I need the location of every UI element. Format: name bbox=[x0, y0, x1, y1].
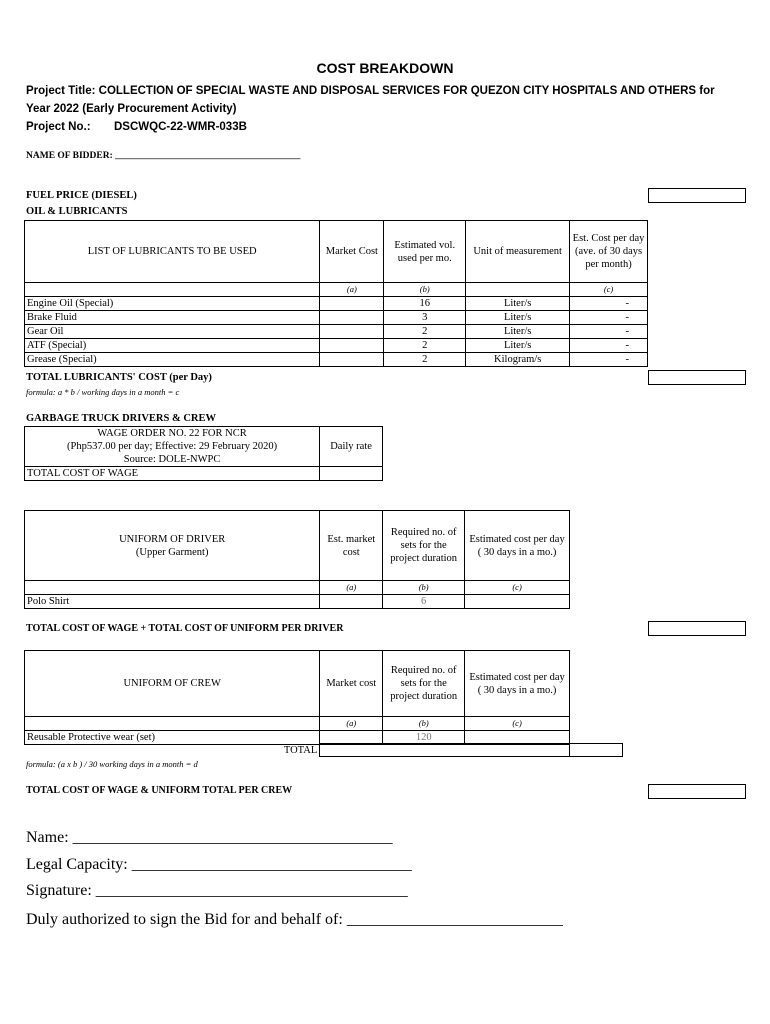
daily-rate-header: Daily rate bbox=[320, 427, 383, 467]
total-wage-value[interactable] bbox=[320, 467, 383, 481]
lub-unit: Liter/s bbox=[466, 339, 570, 353]
lub-unit: Liter/s bbox=[466, 325, 570, 339]
lub-cost: - bbox=[570, 311, 648, 325]
table-row bbox=[25, 353, 648, 367]
total-crew-box[interactable] bbox=[648, 784, 746, 799]
lub-volume: 2 bbox=[384, 339, 466, 353]
lub-name: Engine Oil (Special) bbox=[25, 297, 320, 311]
crew-total-extra[interactable] bbox=[570, 744, 623, 757]
driver-market-header: Est. market cost bbox=[320, 511, 383, 581]
lubricants-formula: formula: a * b / working days in a month = c bbox=[26, 387, 180, 397]
crew-formula: formula: (a x b ) / 30 working days in a month = d bbox=[26, 759, 198, 769]
crew-market-header: Market cost bbox=[320, 651, 383, 717]
table-row bbox=[25, 297, 648, 311]
lub-name: Grease (Special) bbox=[25, 353, 320, 367]
wage-order-cell bbox=[25, 427, 320, 467]
lub-volume: 2 bbox=[384, 325, 466, 339]
crew-total-row bbox=[24, 743, 623, 757]
driver-market-input[interactable] bbox=[320, 595, 383, 609]
lub-cost: - bbox=[570, 325, 648, 339]
wage-table bbox=[24, 426, 383, 481]
lub-market-input[interactable] bbox=[320, 339, 384, 353]
lub-header-unit: Unit of measurement bbox=[466, 221, 570, 283]
page-title: COST BREAKDOWN bbox=[316, 60, 454, 76]
lub-volume: 3 bbox=[384, 311, 466, 325]
lub-market-input[interactable] bbox=[320, 297, 384, 311]
fuel-price-box[interactable] bbox=[648, 188, 746, 203]
drivers-crew-label: GARBAGE TRUCK DRIVERS & CREW bbox=[26, 413, 216, 424]
lub-volume: 16 bbox=[384, 297, 466, 311]
crew-total-value[interactable] bbox=[320, 744, 570, 757]
lub-header-volume: Estimated vol. used per mo. bbox=[384, 221, 466, 283]
project-no-label: Project No.: bbox=[26, 121, 91, 133]
lub-cost: - bbox=[570, 297, 648, 311]
authorized-field[interactable]: Duly authorized to sign the Bid for and behalf of: ___________________________ bbox=[26, 911, 563, 928]
lub-header-market: Market Cost bbox=[320, 221, 384, 283]
crew-uniform-item: Reusable Protective wear (set) bbox=[25, 731, 320, 745]
lub-cost: - bbox=[570, 339, 648, 353]
project-number bbox=[26, 121, 247, 133]
crew-total-label: TOTAL bbox=[24, 744, 320, 757]
driver-uniform-table bbox=[24, 510, 570, 609]
lub-market-input[interactable] bbox=[320, 311, 384, 325]
crew-sub-b: (b) bbox=[383, 717, 465, 731]
lub-header-list: LIST OF LUBRICANTS TO BE USED bbox=[25, 221, 320, 283]
total-driver-box[interactable] bbox=[648, 621, 746, 636]
oil-lubricants-label: OIL & LUBRICANTS bbox=[26, 206, 128, 217]
total-lubricants-label: TOTAL LUBRICANTS' COST (per Day) bbox=[26, 372, 212, 383]
crew-sub-c: (c) bbox=[465, 717, 570, 731]
crew-estcost-header: Estimated cost per day ( 30 days in a mo.) bbox=[465, 651, 570, 717]
driver-uniform-item: Polo Shirt bbox=[25, 595, 320, 609]
lub-header-cost: Est. Cost per day (ave. of 30 days per month) bbox=[570, 221, 648, 283]
driver-sub-a: (a) bbox=[320, 581, 383, 595]
lub-volume: 2 bbox=[384, 353, 466, 367]
total-wage-label: TOTAL COST OF WAGE bbox=[25, 467, 320, 481]
lub-name: Brake Fluid bbox=[25, 311, 320, 325]
total-crew-label: TOTAL COST OF WAGE & UNIFORM TOTAL PER CREW bbox=[26, 785, 293, 796]
table-row bbox=[25, 311, 648, 325]
driver-required-header: Required no. of sets for the project duration bbox=[383, 511, 465, 581]
project-no-value: DSCWQC-22-WMR-033B bbox=[114, 121, 247, 133]
table-row bbox=[25, 339, 648, 353]
signature-field[interactable]: Signature: _______________________________________ bbox=[26, 882, 408, 899]
name-field[interactable]: Name: ________________________________________ bbox=[26, 829, 393, 846]
driver-sub-b: (b) bbox=[383, 581, 465, 595]
lub-unit: Liter/s bbox=[466, 297, 570, 311]
lub-name: Gear Oil bbox=[25, 325, 320, 339]
wage-order-line2: (Php537.00 per day; Effective: 29 February 2020) bbox=[67, 441, 278, 452]
lub-sub-b: (b) bbox=[384, 283, 466, 297]
lub-market-input[interactable] bbox=[320, 353, 384, 367]
crew-uniform-table bbox=[24, 650, 570, 745]
lubricants-table bbox=[24, 220, 648, 367]
lub-name: ATF (Special) bbox=[25, 339, 320, 353]
crew-required-header: Required no. of sets for the project duration bbox=[383, 651, 465, 717]
table-row bbox=[25, 595, 570, 609]
lub-cost: - bbox=[570, 353, 648, 367]
wage-order-line3: Source: DOLE-NWPC bbox=[123, 454, 221, 465]
lub-unit: Kilogram/s bbox=[466, 353, 570, 367]
table-row bbox=[25, 325, 648, 339]
driver-uniform-qty: 6 bbox=[383, 595, 465, 609]
crew-uniform-qty: 120 bbox=[383, 731, 465, 745]
lub-market-input[interactable] bbox=[320, 325, 384, 339]
crew-uniform-title: UNIFORM OF CREW bbox=[25, 651, 320, 717]
total-driver-label: TOTAL COST OF WAGE + TOTAL COST OF UNIFORM PER DRIVER bbox=[26, 623, 344, 634]
driver-uniform-header bbox=[25, 511, 320, 581]
lub-sub-c: (c) bbox=[570, 283, 648, 297]
bidder-name-field[interactable]: NAME OF BIDDER: _______________________________________ bbox=[26, 151, 301, 161]
legal-capacity-field[interactable]: Legal Capacity: ___________________________________ bbox=[26, 856, 412, 873]
project-title: Project Title: COLLECTION OF SPECIAL WASTE AND DISPOSAL SERVICES FOR QUEZON CITY HOSPITALS AND OTHERS for Year 2022 (Early Procurement Activity) bbox=[26, 85, 715, 115]
lub-sub-a: (a) bbox=[320, 283, 384, 297]
fuel-price-label: FUEL PRICE (DIESEL) bbox=[26, 190, 137, 201]
total-lubricants-box[interactable] bbox=[648, 370, 746, 385]
lub-unit: Liter/s bbox=[466, 311, 570, 325]
crew-sub-a: (a) bbox=[320, 717, 383, 731]
wage-order-line1: WAGE ORDER NO. 22 FOR NCR bbox=[97, 428, 247, 439]
driver-estcost-input[interactable] bbox=[465, 595, 570, 609]
driver-sub-c: (c) bbox=[465, 581, 570, 595]
driver-estcost-header: Estimated cost per day ( 30 days in a mo.) bbox=[465, 511, 570, 581]
driver-uniform-title: UNIFORM OF DRIVER bbox=[119, 533, 226, 545]
driver-uniform-subtitle: (Upper Garment) bbox=[135, 546, 209, 558]
